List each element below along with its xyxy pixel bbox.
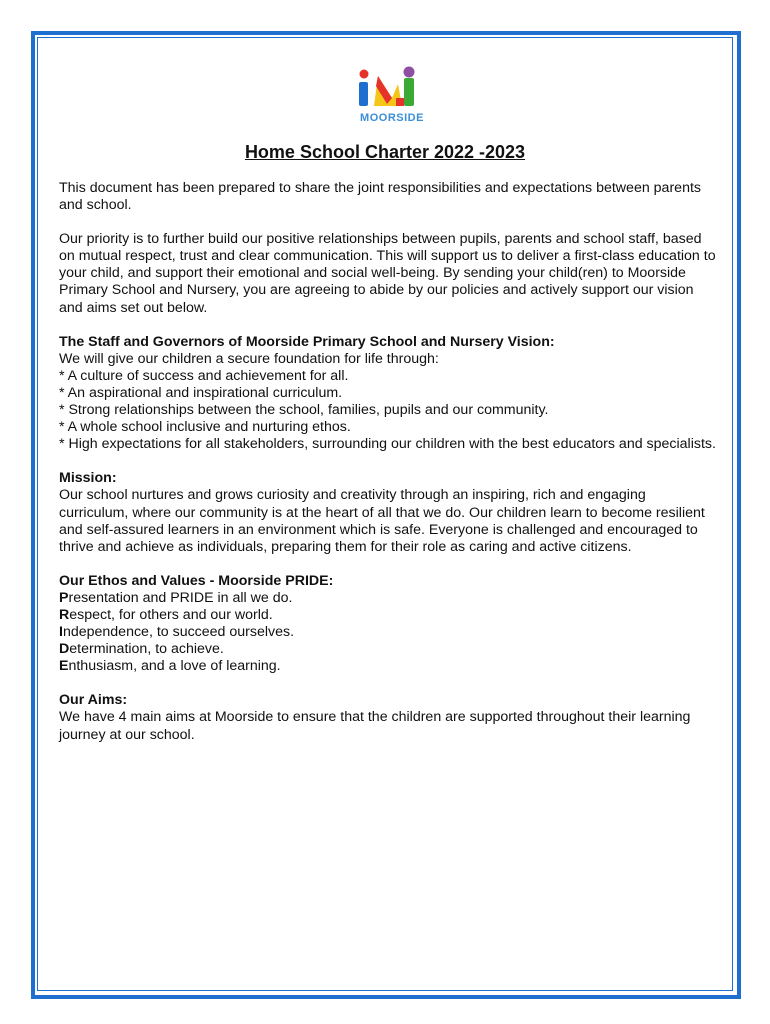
- vision-bullet: * Strong relationships between the school, families, pupils and our community.: [59, 402, 549, 419]
- ethos-letter: P: [59, 589, 69, 606]
- ethos-letter: I: [59, 624, 63, 641]
- ethos-item: [59, 590, 719, 607]
- ethos-item: [59, 658, 719, 675]
- vision-lead: We will give our children a secure foundation for life through:: [59, 350, 439, 367]
- mission-text: Our school nurtures and grows curiosity and creativity through an inspiring, rich and engaging curriculum, where our community is at the heart of all that we do. Our children learn to become resilient and self-assured learners in an environment which is safe. Everyone is challenged and encouraged to thrive and achieve as individuals, preparing them for their role as caring and active citizens.: [59, 487, 705, 555]
- vision-bullet: * High expectations for all stakeholders, surrounding our children with the best educators and specialists.: [59, 436, 716, 453]
- ethos-rest: nthusiasm, and a love of learning.: [68, 658, 281, 675]
- ethos-rest: etermination, to achieve.: [69, 641, 224, 658]
- aims-heading: Our Aims:: [59, 692, 128, 709]
- ethos-letter: D: [59, 641, 70, 658]
- ethos-rest: resentation and PRIDE in all we do.: [68, 589, 293, 606]
- ethos-item: [59, 641, 719, 658]
- ethos-item: [59, 624, 719, 641]
- ethos-letter: E: [59, 658, 69, 675]
- vision-bullet: * A culture of success and achievement for all.: [59, 367, 349, 384]
- intro-paragraph: This document has been prepared to share the joint responsibilities and expectations between parents and school.: [59, 180, 701, 214]
- mission-heading: Mission:: [59, 470, 117, 487]
- vision-bullet: * An aspirational and inspirational curriculum.: [59, 384, 343, 401]
- priority-paragraph: Our priority is to further build our positive relationships between pupils, parents and school staff, based on mutual respect, trust and clear communication. This will support us to deliver a first-class education to your child, and support their emotional and social well-being. By sending your child(ren) to Moorside Primary School and Nursery, you are agreeing to abide by our policies and actively support our vision and aims set out below.: [59, 231, 716, 316]
- logo-wordmark: MOORSIDE: [360, 112, 424, 124]
- ethos-item: [59, 607, 719, 624]
- ethos-rest: ndependence, to succeed ourselves.: [62, 624, 295, 641]
- vision-heading: The Staff and Governors of Moorside Primary School and Nursery Vision:: [59, 333, 555, 350]
- document-body: [59, 180, 719, 744]
- page-title: Home School Charter 2022 -2023: [244, 142, 526, 162]
- ethos-rest: espect, for others and our world.: [69, 606, 273, 623]
- ethos-letter: R: [59, 606, 70, 623]
- aims-text: We have 4 main aims at Moorside to ensure that the children are supported throughout their learning journey at our school.: [59, 709, 691, 743]
- vision-bullet: * A whole school inclusive and nurturing ethos.: [59, 419, 351, 436]
- ethos-heading: Our Ethos and Values - Moorside PRIDE:: [59, 572, 334, 589]
